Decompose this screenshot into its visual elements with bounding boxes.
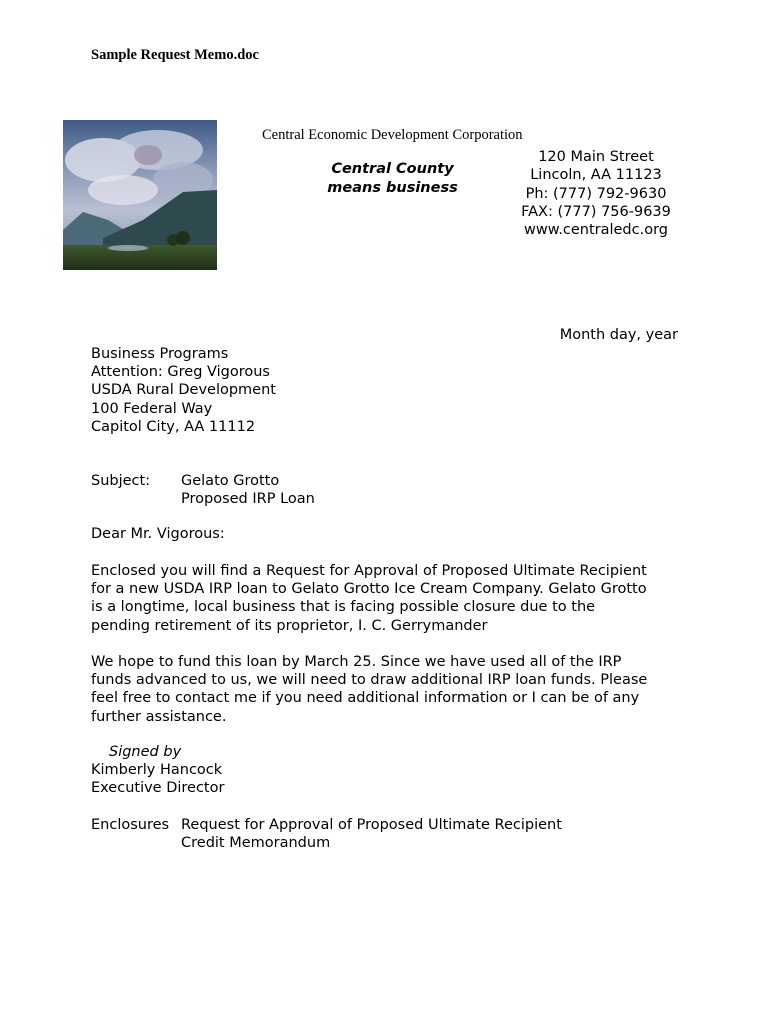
enclosures-label: Enclosures bbox=[91, 817, 170, 833]
document-filename: Sample Request Memo.doc bbox=[91, 47, 259, 63]
salutation: Dear Mr. Vigorous: bbox=[91, 526, 225, 542]
website-line: www.centraledc.org bbox=[524, 222, 668, 239]
slogan-line: means business bbox=[327, 179, 458, 196]
organization-name: Central Economic Development Corporation bbox=[262, 127, 523, 143]
subject-line: Proposed IRP Loan bbox=[181, 491, 315, 508]
subject-line: Gelato Grotto bbox=[181, 473, 280, 489]
address-line: 120 Main Street bbox=[538, 149, 654, 165]
enclosure-item: Credit Memorandum bbox=[181, 835, 331, 852]
enclosure-item: Request for Approval of Proposed Ultimate Recipient bbox=[181, 817, 562, 833]
landscape-painting-image bbox=[63, 120, 217, 270]
slogan-line: Central County bbox=[331, 161, 454, 177]
letter-date: Month day, year bbox=[559, 327, 678, 343]
body-paragraph-1 bbox=[91, 562, 691, 635]
address-line: Lincoln, AA 11123 bbox=[530, 167, 662, 184]
slogan bbox=[310, 160, 475, 197]
paragraph-line: funds advanced to us, we will need to draw additional IRP loan funds. Please bbox=[91, 672, 648, 689]
recipient-line: Capitol City, AA 11112 bbox=[91, 418, 256, 435]
fax-line: FAX: (777) 756-9639 bbox=[521, 203, 671, 220]
organization-address bbox=[510, 148, 682, 239]
paragraph-line: further assistance. bbox=[91, 708, 227, 725]
paragraph-line: We hope to fund this loan by March 25. Since we have used all of the IRP bbox=[91, 654, 622, 670]
body-paragraph-2 bbox=[91, 653, 691, 726]
paragraph-line: feel free to contact me if you need additional information or I can be of any bbox=[91, 690, 640, 707]
recipient-block bbox=[91, 345, 276, 436]
paragraph-line: pending retirement of its proprietor, I. C. Gerrymander bbox=[91, 617, 488, 634]
recipient-line: Attention: Greg Vigorous bbox=[91, 364, 270, 381]
signature-block bbox=[91, 743, 224, 798]
phone-line: Ph: (777) 792-9630 bbox=[525, 185, 667, 202]
signer-title: Executive Director bbox=[91, 780, 225, 797]
subject-label: Subject: bbox=[91, 473, 151, 489]
recipient-line: USDA Rural Development bbox=[91, 382, 276, 399]
recipient-line: 100 Federal Way bbox=[91, 400, 213, 417]
signer-name: Kimberly Hancock bbox=[91, 762, 223, 779]
recipient-line: Business Programs bbox=[91, 346, 229, 362]
signed-by: Signed by bbox=[109, 744, 182, 760]
paragraph-line: is a longtime, local business that is facing possible closure due to the bbox=[91, 599, 596, 616]
paragraph-line: for a new USDA IRP loan to Gelato Grotto Ice Cream Company. Gelato Grotto bbox=[91, 581, 647, 598]
paragraph-line: Enclosed you will find a Request for Approval of Proposed Ultimate Recipient bbox=[91, 563, 647, 579]
